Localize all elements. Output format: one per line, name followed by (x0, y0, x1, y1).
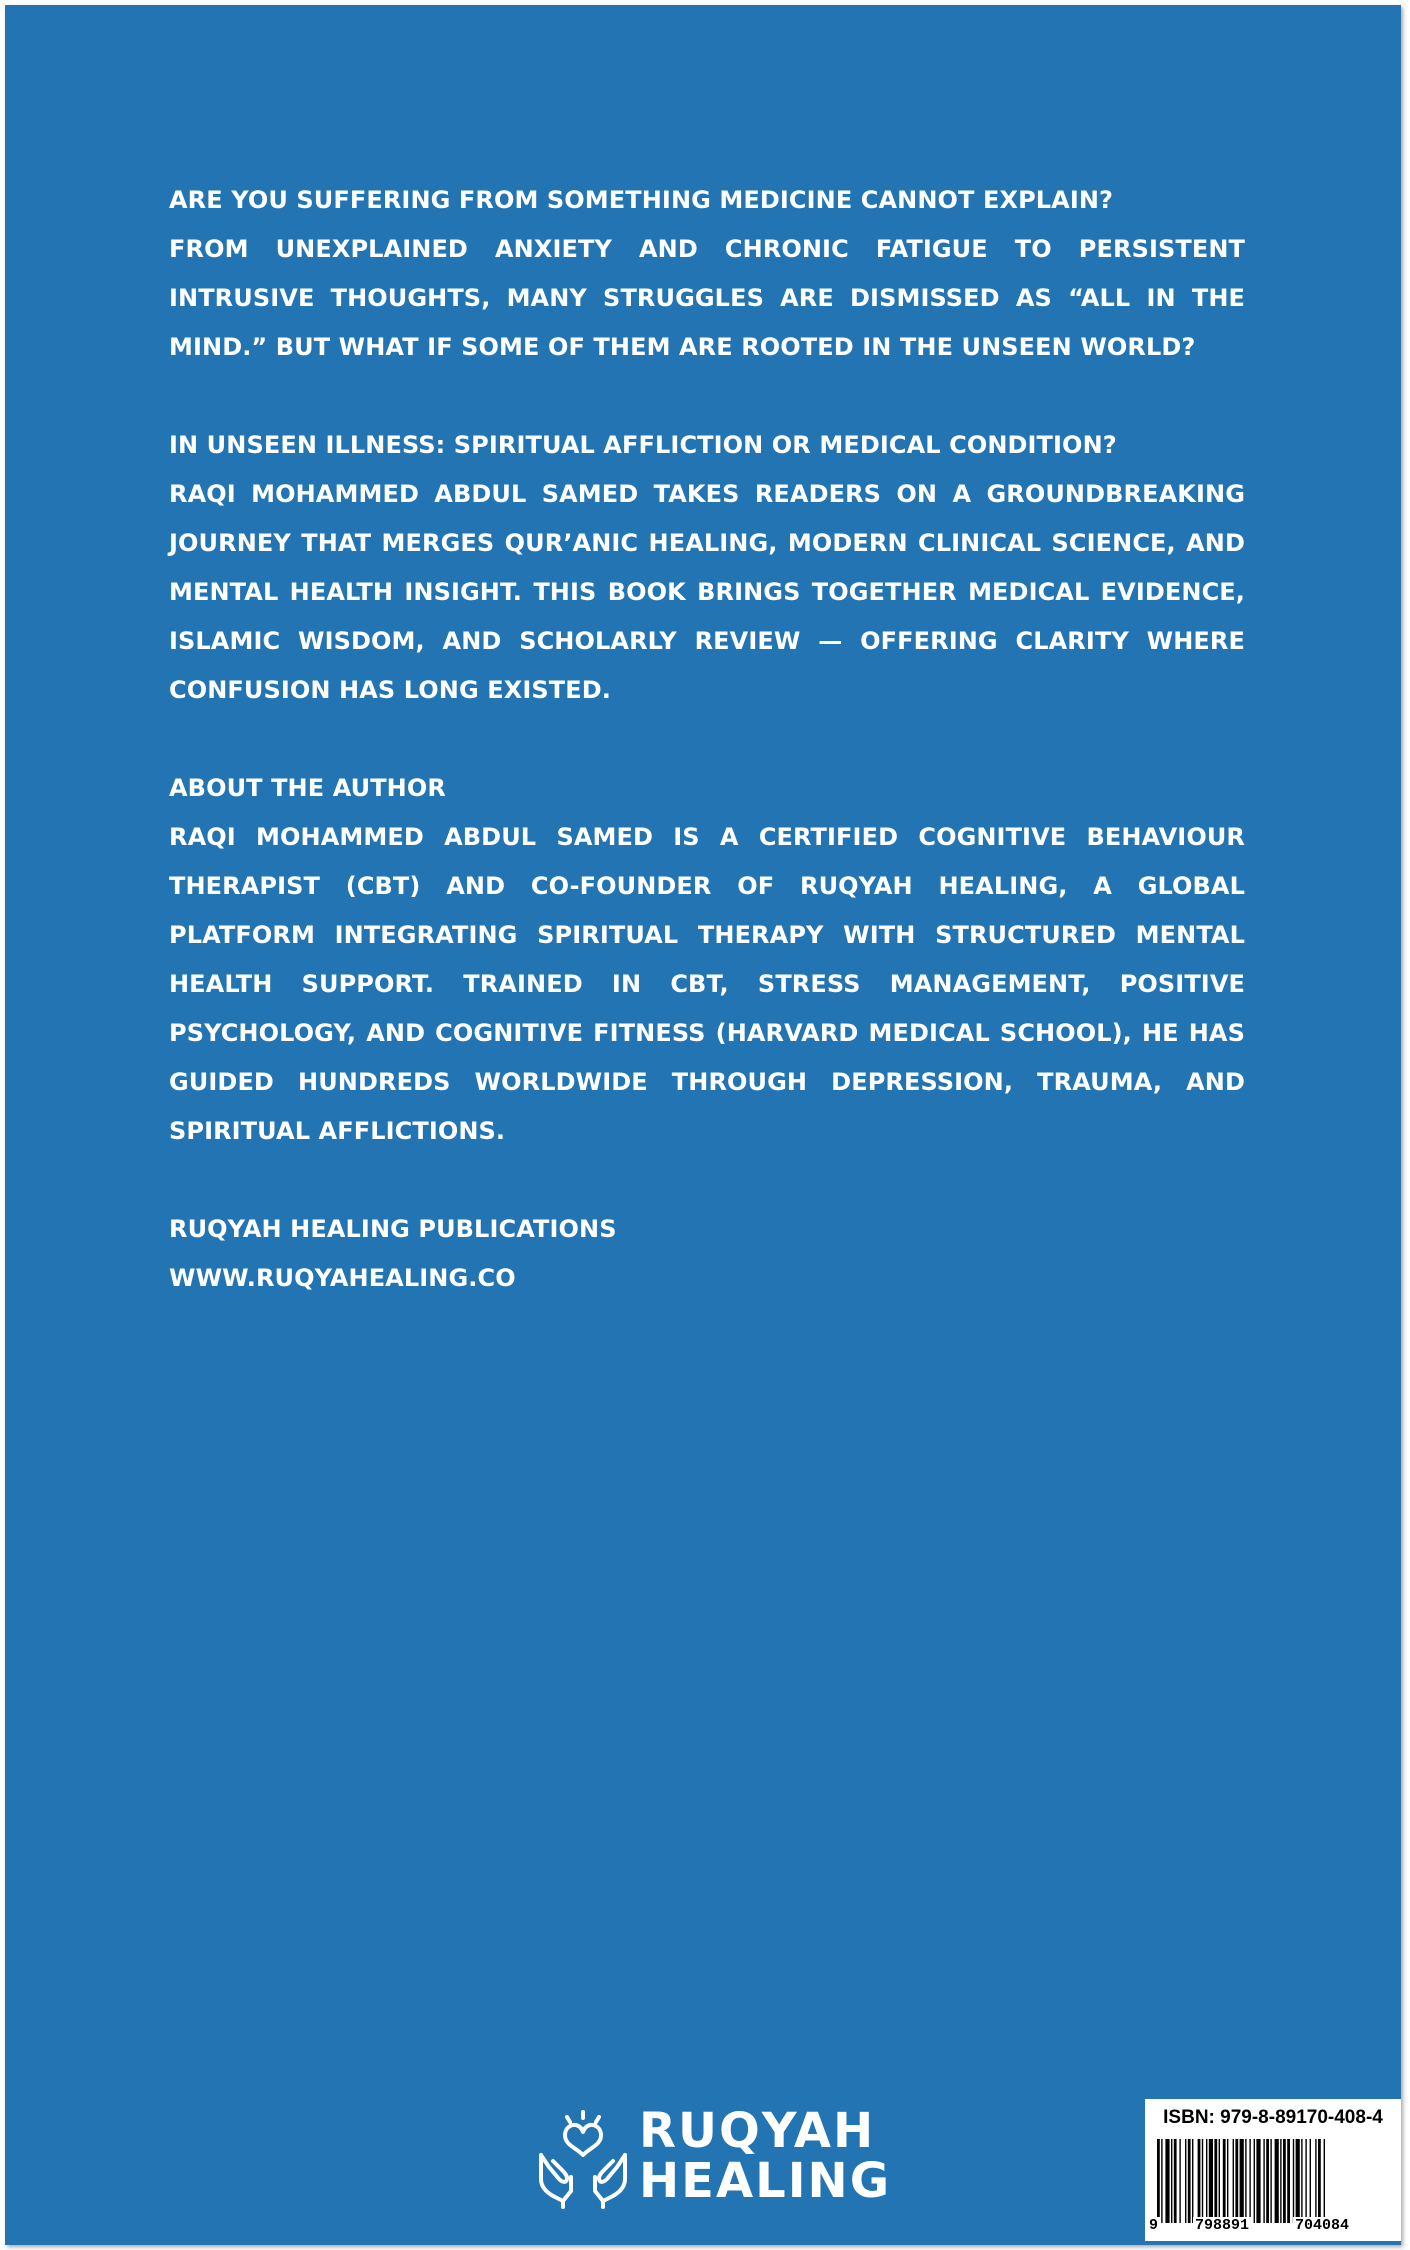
hands-heart-icon (533, 2109, 633, 2209)
logo-word-ruqyah: RUQYAH (639, 2103, 876, 2159)
cover-text (169, 176, 1245, 1303)
author-body: RAQI MOHAMMED ABDUL SAMED IS A CERTIFIED COGNITIVE BEHAVIOUR THERAPIST (CBT) AND CO-FOUNDER OF RUQYAH HEALING, A GLOBAL PLATFORM INTEGRATING SPIRITUAL THERAPY WITH STRUCTURED MENTAL HEALTH SUPPORT. TRAINED IN CBT, STRESS MANAGEMENT, POSITIVE PSYCHOLOGY, AND COGNITIVE FITNESS (HARVARD MEDICAL SCHOOL), HE HAS GUIDED HUNDREDS WORLDWIDE THROUGH DEPRESSION, TRAUMA, AND SPIRITUAL AFFLICTIONS. (169, 823, 1245, 1145)
isbn-label: ISBN: 979-8-89170-408-4 (1163, 2107, 1383, 2128)
intro-body: FROM UNEXPLAINED ANXIETY AND CHRONIC FATIGUE TO PERSISTENT INTRUSIVE THOUGHTS, MANY STRUGGLES ARE DISMISSED AS “ALL IN THE MIND.” BUT WHAT IF SOME OF THEM ARE ROOTED IN THE UNSEEN WORLD? (169, 235, 1245, 361)
isbn-barcode (1145, 2099, 1401, 2241)
barcode-digits-left: 798891 (1195, 2217, 1250, 2234)
intro-heading: ARE YOU SUFFERING FROM SOMETHING MEDICINE CANNOT EXPLAIN? (169, 186, 1114, 214)
publisher-website: WWW.RUQYAHEALING.CO (169, 1264, 516, 1292)
back-cover (5, 5, 1401, 2245)
barcode-digits-right: 704084 (1295, 2217, 1350, 2234)
barcode-digit-prefix: 9 (1149, 2217, 1159, 2234)
author-heading: ABOUT THE AUTHOR (169, 774, 446, 802)
book-body: RAQI MOHAMMED ABDUL SAMED TAKES READERS ON A GROUNDBREAKING JOURNEY THAT MERGES QUR’ANIC HEALING, MODERN CLINICAL SCIENCE, AND MENTAL HEALTH INSIGHT. THIS BOOK BRINGS TOGETHER MEDICAL EVIDENCE, ISLAMIC WISDOM, AND SCHOLARLY REVIEW — OFFERING CLARITY WHERE CONFUSION HAS LONG EXISTED. (169, 480, 1245, 704)
book-heading: IN UNSEEN ILLNESS: SPIRITUAL AFFLICTION OR MEDICAL CONDITION? (169, 431, 1117, 459)
logo-word-healing: HEALING (639, 2153, 892, 2209)
ruqyah-healing-logo (533, 2103, 892, 2213)
barcode-bars (1155, 2139, 1391, 2223)
publisher-name: RUQYAH HEALING PUBLICATIONS (169, 1215, 617, 1243)
